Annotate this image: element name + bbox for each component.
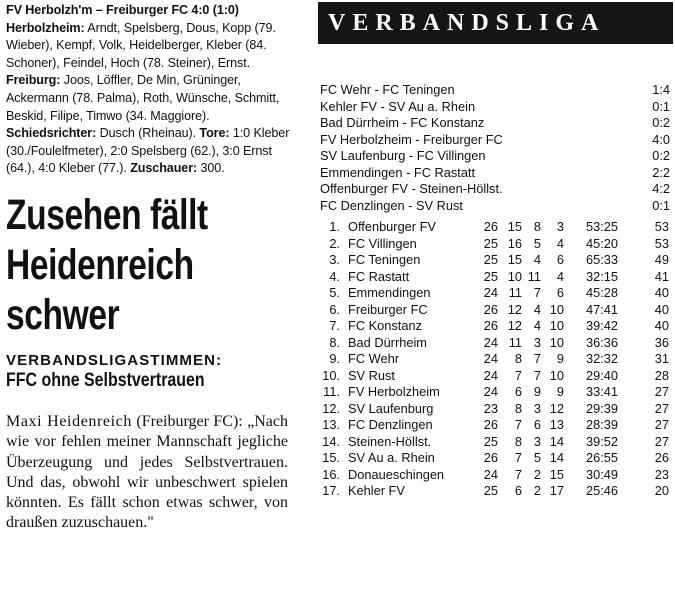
result-row (320, 181, 670, 198)
table-points: 20 (654, 483, 669, 498)
table-losses: 9 (556, 351, 564, 366)
table-wins: 11 (508, 285, 522, 300)
table-points: 28 (654, 367, 669, 383)
table-wins: 12 (507, 318, 522, 333)
herbolzheim-lineup: Arndt, Spelsberg, Dous, Kopp (79. Wieber), Kempf, Volk, Heidelberger, Kleber (84. Schoner), Feindel, Hoch (78. Steiner), Ernst. (6, 20, 276, 70)
table-goals: 30:49 (585, 466, 619, 482)
table-row (320, 450, 670, 467)
result-match: Kehler FV - SV Au a. Rhein (320, 98, 476, 114)
table-wins: 7 (514, 367, 522, 383)
table-row (320, 219, 670, 236)
table-wins: 8 (514, 400, 522, 416)
table-points: 27 (654, 384, 669, 399)
table-wins: 8 (514, 351, 522, 366)
result-match: FV Herbolzheim - Freiburger FC (320, 131, 503, 147)
result-score: 0:2 (652, 115, 670, 130)
table-games: 24 (483, 285, 498, 300)
table-rank: 11. (323, 384, 340, 399)
table-points: 53 (654, 235, 669, 251)
table-goals: 53:25 (585, 219, 619, 234)
table-games: 25 (483, 235, 498, 251)
results-list (320, 82, 670, 214)
table-row (320, 351, 670, 368)
table-games: 24 (483, 466, 498, 482)
table-rank: 2. (329, 235, 340, 251)
table-goals: 39:52 (585, 433, 619, 449)
table-rank: 1. (329, 219, 340, 234)
table-wins: 7 (514, 417, 522, 432)
result-match: FC Denzlingen - SV Rust (320, 197, 463, 213)
table-wins: 12 (507, 301, 522, 317)
table-losses: 17 (549, 483, 564, 498)
table-points: 27 (654, 400, 669, 416)
headline (6, 190, 295, 340)
result-score: 1:4 (652, 82, 670, 97)
table-row (320, 401, 670, 418)
table-wins: 15 (507, 219, 522, 234)
table-losses: 4 (556, 268, 564, 284)
table-goals: 45:28 (585, 285, 619, 300)
table-games: 23 (483, 400, 498, 416)
table-wins: 7 (514, 450, 522, 465)
table-team: Offenburger FV (348, 219, 436, 234)
table-team: FC Denzlingen (348, 417, 433, 432)
table-team: FC Rastatt (348, 268, 410, 284)
table-row (320, 318, 670, 335)
table-rank: 5. (329, 285, 340, 300)
table-wins: 11 (508, 334, 522, 350)
table-losses: 4 (556, 235, 564, 251)
table-rank: 15. (322, 450, 340, 465)
table-games: 26 (483, 219, 498, 234)
headline-line: Heidenreich (6, 240, 194, 289)
table-draws: 7 (533, 351, 541, 366)
table-losses: 3 (556, 219, 564, 234)
headline-line: Zusehen fällt (6, 190, 208, 239)
table-rank: 9. (329, 351, 340, 366)
quote-speaker: Maxi Heidenreich (6, 412, 132, 430)
table-row (320, 236, 670, 253)
table-team: FC Wehr (348, 351, 399, 366)
table-rank: 10. (322, 367, 340, 383)
table-losses: 9 (556, 384, 564, 399)
result-match: Emmendingen - FC Rastatt (320, 164, 476, 180)
table-rank: 17. (322, 483, 340, 498)
kicker: VERBANDSLIGASTIMMEN: (6, 351, 223, 369)
table-draws: 4 (533, 318, 541, 333)
table-rank: 4. (329, 268, 340, 284)
result-row (320, 99, 670, 116)
table-row (320, 434, 670, 451)
table-losses: 12 (549, 400, 564, 416)
table-goals: 39:42 (585, 318, 619, 333)
table-row (320, 417, 670, 434)
match-title: FV Herbolzh'm – Freiburger FC 4:0 (1:0) (6, 3, 239, 17)
table-team: SV Rust (348, 367, 395, 383)
result-match: Bad Dürrheim - FC Konstanz (320, 115, 485, 130)
table-row (320, 302, 670, 319)
table-goals: 26:55 (585, 450, 619, 465)
table-games: 24 (483, 351, 498, 366)
table-losses: 14 (549, 450, 564, 465)
goals-label: Tore: (199, 126, 230, 141)
table-row (320, 335, 670, 352)
table-games: 26 (483, 450, 498, 465)
result-row (320, 132, 670, 149)
subheadline: FFC ohne Selbstvertrauen (6, 369, 205, 391)
quote-text: (Freiburger FC): „Nach wie vor fehlen meiner Mannschaft jegliche Überzeugung und jedes Selbstvertrauen. Und das, obwohl wir unbeschwert spielen könnten. Es fällt schon etwas schwer, von draußen zuzuschauen." (6, 412, 288, 532)
table-points: 40 (654, 301, 669, 317)
table-games: 25 (483, 252, 498, 267)
headline-line: schwer (6, 290, 120, 339)
table-team: Kehler FV (348, 483, 405, 498)
table-row (320, 467, 670, 484)
table-points: 53 (654, 219, 669, 234)
table-goals: 25:46 (585, 483, 619, 498)
table-games: 26 (483, 301, 498, 317)
result-score: 4:2 (652, 181, 670, 196)
table-games: 24 (483, 367, 498, 383)
table-draws: 2 (533, 466, 541, 482)
table-draws: 3 (533, 400, 541, 416)
table-draws: 7 (533, 367, 541, 383)
freiburg-lineup: Joos, Löffler, De Min, Grüninger, Ackermann (78. Palma), Roth, Wünsche, Schmitt, Beskid, Filipe, Timwo (34. Maggiore). (6, 73, 280, 123)
result-score: 0:1 (652, 98, 670, 114)
table-draws: 7 (533, 285, 541, 300)
result-row (320, 82, 670, 99)
table-games: 24 (483, 334, 498, 350)
freiburg-label: Freiburg: (6, 73, 61, 88)
table-team: FC Villingen (348, 235, 417, 251)
result-score: 0:2 (652, 148, 670, 163)
table-row (320, 252, 670, 269)
table-row (320, 483, 670, 500)
table-draws: 6 (533, 417, 541, 432)
goals: 1:0 Kleber (30./Foulelfmeter), 2:0 Spelsberg (62.), 3:0 Ernst (64.), 4:0 Kleber (77.). (6, 126, 290, 176)
result-match: FC Wehr - FC Teningen (320, 82, 455, 97)
table-draws: 8 (533, 219, 541, 234)
league-table (320, 219, 670, 500)
table-team: Freiburger FC (348, 301, 428, 317)
result-row (320, 165, 670, 182)
result-score: 4:0 (652, 131, 670, 147)
table-points: 36 (654, 334, 669, 350)
table-wins: 10 (507, 268, 522, 284)
table-points: 49 (654, 252, 669, 267)
right-column (318, 2, 673, 498)
table-goals: 36:36 (585, 334, 619, 350)
table-rank: 8. (329, 334, 340, 350)
result-score: 0:1 (652, 197, 670, 213)
table-wins: 8 (514, 433, 522, 449)
table-goals: 32:15 (585, 268, 619, 284)
table-rank: 13. (322, 417, 340, 432)
match-report (6, 2, 298, 178)
table-points: 40 (654, 318, 669, 333)
table-draws: 11 (527, 268, 541, 284)
table-team: Bad Dürrheim (348, 334, 427, 350)
table-goals: 29:40 (585, 367, 619, 383)
table-points: 31 (654, 351, 669, 366)
table-wins: 7 (514, 466, 522, 482)
table-goals: 33:41 (585, 384, 619, 399)
result-row (320, 115, 670, 132)
table-draws: 9 (533, 384, 541, 399)
table-wins: 6 (514, 384, 522, 399)
result-row (320, 198, 670, 215)
table-points: 23 (654, 466, 669, 482)
table-row (320, 384, 670, 401)
table-points: 27 (654, 433, 669, 449)
table-rank: 6. (329, 301, 340, 317)
table-games: 26 (483, 318, 498, 333)
table-row (320, 285, 670, 302)
table-goals: 32:32 (585, 351, 619, 366)
table-team: SV Au a. Rhein (348, 450, 435, 465)
table-row (320, 269, 670, 286)
referee-label: Schiedsrichter: (6, 126, 97, 141)
table-draws: 4 (533, 252, 541, 267)
table-team: FC Konstanz (348, 318, 422, 333)
table-draws: 4 (533, 301, 541, 317)
table-draws: 2 (533, 483, 541, 498)
left-column (6, 2, 298, 534)
league-banner: VERBANDSLIGA (318, 2, 673, 44)
table-team: Steinen-Höllst. (348, 433, 432, 449)
table-team: SV Laufenburg (348, 400, 434, 416)
table-points: 27 (654, 417, 669, 432)
table-rank: 14. (322, 433, 340, 449)
table-team: Donaueschingen (348, 466, 445, 482)
herbolzheim-label: Herbolzheim: (6, 20, 85, 35)
table-rank: 7. (329, 318, 340, 333)
table-rank: 16. (322, 466, 340, 482)
table-goals: 45:20 (585, 235, 619, 251)
referee: Dusch (Rheinau). (99, 126, 196, 141)
table-losses: 6 (556, 252, 564, 267)
attendance: 300. (200, 161, 225, 176)
table-points: 26 (654, 450, 669, 465)
table-games: 26 (483, 417, 498, 432)
table-goals: 65:33 (585, 252, 619, 267)
table-draws: 3 (533, 334, 541, 350)
table-row (320, 368, 670, 385)
table-losses: 10 (549, 367, 564, 383)
table-games: 25 (483, 268, 498, 284)
table-goals: 28:39 (585, 417, 619, 432)
table-draws: 3 (533, 433, 541, 449)
table-goals: 47:41 (585, 301, 619, 317)
table-goals: 29:39 (585, 400, 619, 416)
table-games: 24 (483, 384, 498, 399)
table-draws: 5 (533, 235, 541, 251)
result-match: Offenburger FV - Steinen-Höllst. (320, 181, 503, 196)
table-losses: 6 (556, 285, 564, 300)
table-losses: 14 (549, 433, 564, 449)
table-games: 25 (483, 433, 498, 449)
table-wins: 15 (507, 252, 522, 267)
table-rank: 12. (322, 400, 340, 416)
attendance-label: Zuschauer: (130, 161, 198, 176)
table-losses: 13 (549, 417, 564, 432)
table-team: Emmendingen (348, 285, 431, 300)
table-losses: 10 (549, 318, 564, 333)
result-row (320, 148, 670, 165)
result-match: SV Laufenburg - FC Villingen (320, 148, 486, 163)
table-draws: 5 (533, 450, 541, 465)
table-games: 25 (483, 483, 498, 498)
table-rank: 3. (329, 252, 340, 267)
table-team: FC Teningen (348, 252, 421, 267)
table-losses: 10 (549, 301, 564, 317)
table-points: 41 (654, 268, 669, 284)
table-losses: 15 (549, 466, 564, 482)
table-team: FV Herbolzheim (348, 384, 440, 399)
table-wins: 16 (507, 235, 522, 251)
table-wins: 6 (514, 483, 522, 498)
result-score: 2:2 (652, 164, 670, 180)
table-losses: 10 (549, 334, 564, 350)
table-points: 40 (654, 285, 669, 300)
quote-paragraph (6, 412, 288, 534)
